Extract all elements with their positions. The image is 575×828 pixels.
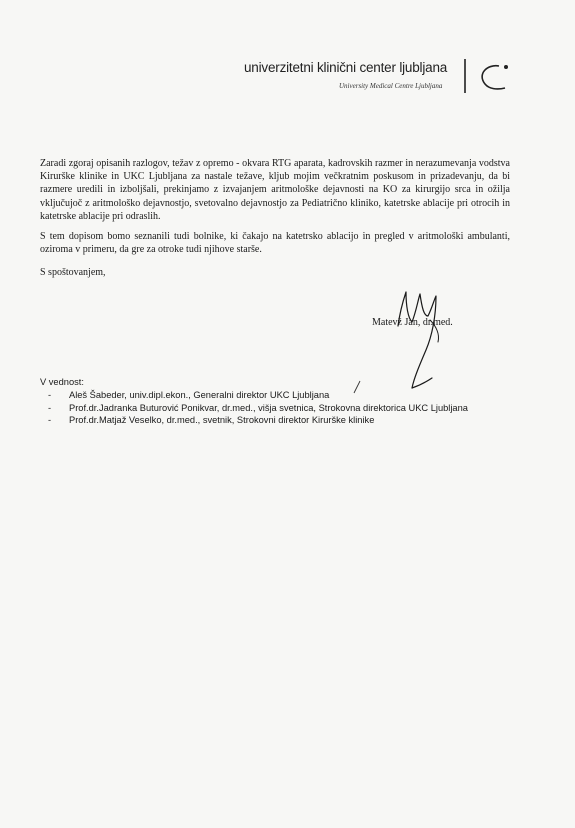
letter-paragraph-2: S tem dopisom bomo seznanili tudi bolnike, ki čakajo na katetrsko ablacijo in pregled v aritmološki ambulanti, oziroma v primeru, da gre za otroke tudi njihove starše.	[40, 231, 510, 256]
cc-recipient: - Prof.dr.Jadranka Buturović Ponikvar, dr.med., višja svetnica, Strokovna direktorica UKC Ljubljana	[40, 402, 468, 414]
cc-title: V vednost:	[40, 377, 84, 387]
organization-name: univerzitetni klinični center ljubljana	[244, 60, 448, 75]
letter-paragraph-1: Zaradi zgoraj opisanih razlogov, težav z opremo - okvara RTG aparata, kadrovskih razmer in nerazumevanja vodstva Kirurške klinike in UKC Ljubljana za nastale težave, kljub mojim večkratnim poskusom in prizadevanju, da bi razmere uredili in izboljšali, prekinjamo z izvajanjem aritmološke dejavnosti na KO za kirurgijo srca in ožilja vključujoč z aritmološko dejavnostjo, svetovalno dejavnostjo za Pediatrično kliniko, katetrske ablacije pri otrocih in katetrske ablacije pri odraslih.	[40, 158, 510, 222]
cc-section	[40, 376, 468, 426]
cc-recipient: - Aleš Šabeder, univ.dipl.ekon., Generalni direktor UKC Ljubljana	[40, 389, 468, 401]
signatory-name: Matevž Jan, dr.med.	[372, 317, 453, 328]
cc-list	[40, 389, 468, 426]
cc-recipient: - Prof.dr.Matjaž Veselko, dr.med., svetnik, Strokovni direktor Kirurške klinike	[40, 414, 468, 426]
closing-greeting: S spoštovanjem,	[40, 267, 106, 278]
ukc-logo-icon	[459, 56, 519, 96]
organization-subtitle: University Medical Centre Ljubljana	[339, 82, 443, 90]
letterhead	[244, 60, 524, 100]
